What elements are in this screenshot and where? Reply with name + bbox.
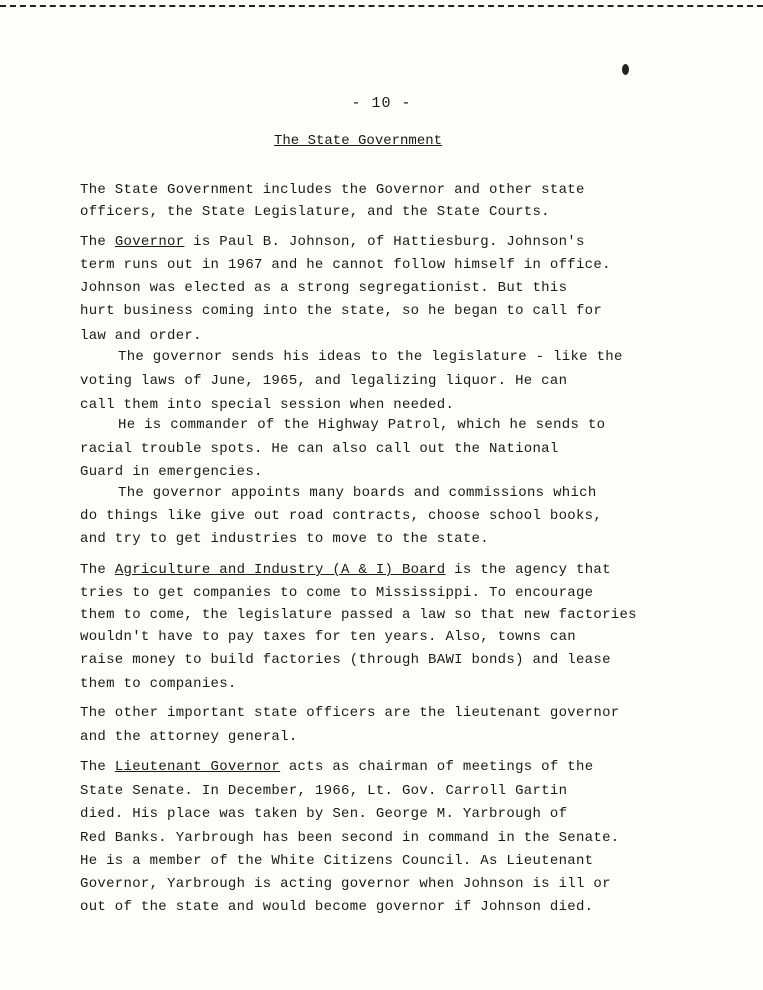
text-fragment: The xyxy=(80,562,115,578)
text-line: The other important state officers are the lieutenant governor xyxy=(80,705,620,721)
page-number: - 10 - xyxy=(351,95,412,112)
section-heading: The State Government xyxy=(274,133,443,149)
ink-blot-mark xyxy=(622,64,629,75)
text-line: wouldn't have to pay taxes for ten years. Also, towns can xyxy=(80,629,576,645)
term-governor: Governor xyxy=(114,234,185,250)
text-line: tries to get companies to come to Mississippi. To encourage xyxy=(80,585,594,601)
text-line: and try to get industries to move to the state. xyxy=(80,531,489,547)
text-fragment: is the agency that xyxy=(445,562,611,578)
text-line: He is commander of the Highway Patrol, which he sends to xyxy=(118,417,606,433)
term-lieutenant-governor: Lieutenant Governor xyxy=(114,759,281,775)
text-line: Johnson was elected as a strong segregationist. But this xyxy=(80,280,568,296)
text-line: The State Government includes the Governor and other state xyxy=(80,182,585,198)
text-line: voting laws of June, 1965, and legalizing liquor. He can xyxy=(80,373,568,389)
text-line: Guard in emergencies. xyxy=(80,464,263,480)
text-line: call them into special session when needed. xyxy=(80,397,455,413)
text-line: hurt business coming into the state, so he began to call for xyxy=(80,303,603,319)
text-line: out of the state and would become governor if Johnson died. xyxy=(80,899,594,915)
text-line: them to come, the legislature passed a law so that new factories xyxy=(80,607,637,623)
text-line: raise money to build factories (through BAWI bonds) and lease xyxy=(80,652,611,668)
text-fragment: acts as chairman of meetings of the xyxy=(280,759,594,775)
term-a-and-i-board: Agriculture and Industry (A & I) Board xyxy=(114,562,446,578)
text-line: He is a member of the White Citizens Council. As Lieutenant xyxy=(80,853,594,869)
text-line: The governor appoints many boards and commissions which xyxy=(118,485,597,501)
text-line: Governor, Yarbrough is acting governor when Johnson is ill or xyxy=(80,876,611,892)
text-line: law and order. xyxy=(80,328,202,344)
text-line: died. His place was taken by Sen. George M. Yarbrough of xyxy=(80,806,568,822)
text-line: and the attorney general. xyxy=(80,729,298,745)
text-line: Red Banks. Yarbrough has been second in command in the Senate. xyxy=(80,830,620,846)
text-line: The governor sends his ideas to the legislature - like the xyxy=(118,349,623,365)
text-fragment: The xyxy=(80,759,115,775)
text-line xyxy=(80,233,585,251)
text-line xyxy=(80,758,593,776)
text-line: officers, the State Legislature, and the State Courts. xyxy=(80,204,550,220)
text-line: State Senate. In December, 1966, Lt. Gov. Carroll Gartin xyxy=(80,783,568,799)
text-line: term runs out in 1967 and he cannot follow himself in office. xyxy=(80,257,611,273)
top-border xyxy=(0,0,763,7)
text-line: them to companies. xyxy=(80,676,237,692)
text-line: racial trouble spots. He can also call out the National xyxy=(80,441,559,457)
text-fragment: is Paul B. Johnson, of Hattiesburg. Johnson's xyxy=(184,234,585,250)
text-fragment: The xyxy=(80,234,115,250)
text-line: do things like give out road contracts, choose school books, xyxy=(80,508,603,524)
text-line xyxy=(80,561,611,579)
